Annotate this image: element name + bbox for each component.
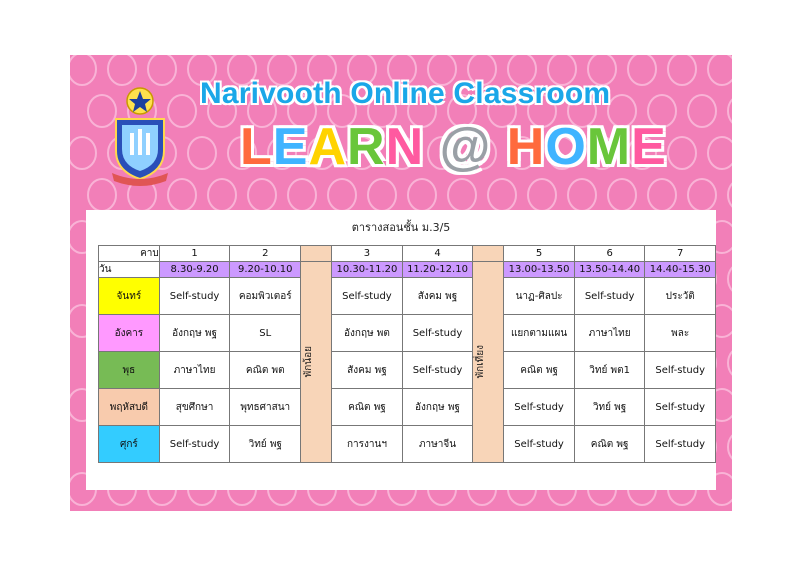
period-time: 8.30-9.20	[159, 262, 230, 278]
lunch-break-cell	[473, 262, 504, 463]
break-column-header	[301, 246, 332, 262]
subject-cell: คอมพิวเตอร์	[230, 278, 301, 315]
period-number: 3	[332, 246, 403, 262]
subject-cell: ภาษาไทย	[159, 352, 230, 389]
heading-letter: R	[347, 118, 386, 176]
period-time: 9.20-10.10	[230, 262, 301, 278]
banner	[70, 55, 732, 511]
subject-cell: Self-study	[402, 352, 473, 389]
day-name: ศุกร์	[99, 426, 160, 463]
break-column-header	[473, 246, 504, 262]
learn-at-home-heading	[240, 117, 667, 177]
period-label: คาบ	[99, 246, 160, 262]
subject-cell: Self-study	[402, 315, 473, 352]
subject-cell: Self-study	[504, 426, 575, 463]
subject-cell: คณิต พฐ	[574, 426, 645, 463]
lunch-break-label: พักเที่ยง	[475, 345, 487, 379]
subject-cell: คณิต พฐ	[504, 352, 575, 389]
subject-cell: นาฏ-ศิลปะ	[504, 278, 575, 315]
day-name: พุธ	[99, 352, 160, 389]
period-time: 13.00-13.50	[504, 262, 575, 278]
subject-cell: วิทย์ พฐ	[230, 426, 301, 463]
subject-cell: คณิต พต	[230, 352, 301, 389]
day-name: จันทร์	[99, 278, 160, 315]
heading-letter: N	[385, 118, 425, 176]
subject-cell: Self-study	[645, 389, 716, 426]
day-label: วัน	[99, 262, 160, 278]
subject-cell: อังกฤษ พฐ	[159, 315, 230, 352]
subject-cell: ประวัติ	[645, 278, 716, 315]
subject-cell: Self-study	[159, 426, 230, 463]
heading-letter: E	[272, 118, 309, 176]
subject-cell: Self-study	[645, 426, 716, 463]
heading-letter: O	[545, 118, 587, 176]
subject-cell: อังกฤษ พต	[332, 315, 403, 352]
period-number: 2	[230, 246, 301, 262]
heading-letter: A	[308, 118, 348, 176]
subject-cell: ภาษาจีน	[402, 426, 473, 463]
timetable	[98, 245, 716, 463]
subject-cell: พุทธศาสนา	[230, 389, 301, 426]
subject-cell: วิทย์ พฐ	[574, 389, 645, 426]
subject-cell: แยกตามแผน	[504, 315, 575, 352]
page-title: Narivooth Online Classroom	[200, 77, 611, 110]
day-name: อังคาร	[99, 315, 160, 352]
subject-cell: คณิต พฐ	[332, 389, 403, 426]
period-time: 13.50-14.40	[574, 262, 645, 278]
heading-letter: H	[506, 118, 546, 176]
heading-letter: E	[631, 118, 667, 176]
subject-cell: SL	[230, 315, 301, 352]
subject-cell: Self-study	[332, 278, 403, 315]
subject-cell: อังกฤษ พฐ	[402, 389, 473, 426]
period-number: 6	[574, 246, 645, 262]
heading-letter: L	[240, 118, 273, 176]
short-break-label: พักน้อย	[303, 346, 315, 378]
table-row	[99, 315, 716, 352]
timetable-caption: ตารางสอนชั้น ม.3/5	[351, 221, 451, 234]
timetable-card	[86, 210, 716, 490]
period-number: 5	[504, 246, 575, 262]
subject-cell: สังคม พฐ	[402, 278, 473, 315]
subject-cell: พละ	[645, 315, 716, 352]
heading-letter: @	[424, 118, 507, 176]
subject-cell: Self-study	[504, 389, 575, 426]
subject-cell: สังคม พฐ	[332, 352, 403, 389]
period-time: 10.30-11.20	[332, 262, 403, 278]
table-row	[99, 352, 716, 389]
heading-letter: M	[586, 118, 632, 176]
table-row	[99, 426, 716, 463]
subject-cell: ภาษาไทย	[574, 315, 645, 352]
subject-cell: สุขศึกษา	[159, 389, 230, 426]
subject-cell: Self-study	[574, 278, 645, 315]
period-time: 14.40-15.30	[645, 262, 716, 278]
period-number: 1	[159, 246, 230, 262]
short-break-cell	[301, 262, 332, 463]
table-row	[99, 278, 716, 315]
day-name: พฤหัสบดี	[99, 389, 160, 426]
period-time: 11.20-12.10	[402, 262, 473, 278]
subject-cell: วิทย์ พต1	[574, 352, 645, 389]
table-row	[99, 389, 716, 426]
subject-cell: Self-study	[159, 278, 230, 315]
period-number: 4	[402, 246, 473, 262]
subject-cell: การงานฯ	[332, 426, 403, 463]
period-number: 7	[645, 246, 716, 262]
school-crest-icon	[108, 85, 172, 189]
subject-cell: Self-study	[645, 352, 716, 389]
